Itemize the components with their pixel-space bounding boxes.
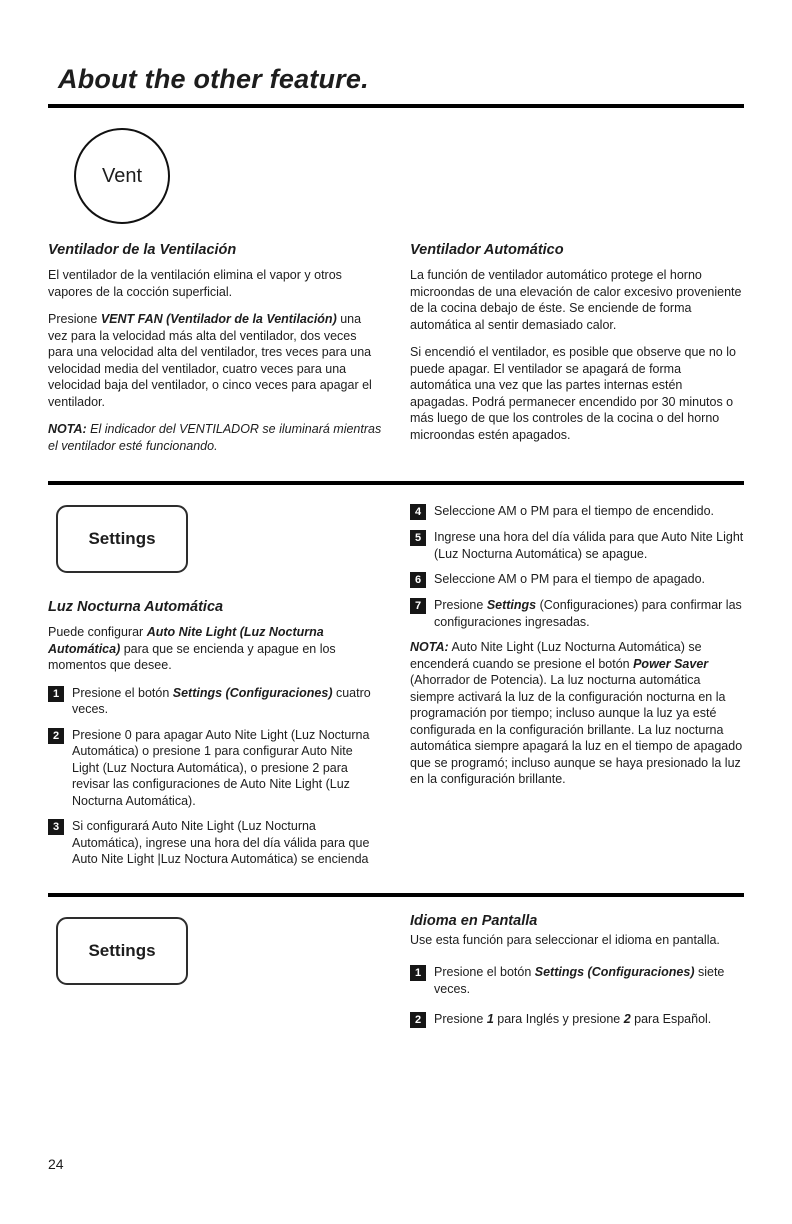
step-item-4: [410, 503, 744, 520]
settings-button-illustration-1: [56, 505, 188, 573]
language-left-column: [48, 913, 382, 1038]
step-text: Seleccione AM o PM para el tiempo de apagado.: [434, 572, 706, 586]
step-number: 2: [48, 728, 64, 744]
section-ventilation: [48, 242, 744, 465]
step-number: 5: [410, 530, 426, 546]
step-number: 4: [410, 504, 426, 520]
step-item-5: [410, 529, 744, 562]
settings-button-label: Settings: [88, 529, 156, 548]
vent-paragraph-2: Presione VENT FAN (Ventilador de la Ventilación) una vez para la velocidad más alta del ventilador, dos veces para una velocidad alta del ventilador, tres veces para una velocidad media del ventilador, cuatro veces para una velocidad baja del ventilador, o cinco veces para apagar el ventilador.: [48, 312, 372, 409]
language-intro: Use esta función para seleccionar el idioma en pantalla.: [410, 932, 720, 947]
nite-light-right-column: [410, 501, 744, 877]
auto-vent-paragraph-1: La función de ventilador automático protege el horno microondas de una elevación de calor excesivo proveniente de la cocina debajo de éste. Se enciende de forma automática al sentir demasiado calor.: [410, 268, 742, 332]
step-number: 6: [410, 572, 426, 588]
step-text: Presione 1 para Inglés y presione 2 para Español.: [434, 1012, 712, 1026]
ventilation-left-column: [48, 242, 382, 465]
step-item-lang-1: [410, 964, 744, 997]
step-item-lang-2: [410, 1011, 744, 1028]
settings-button-label: Settings: [88, 940, 156, 960]
step-item-2: [48, 727, 382, 810]
ventilation-right-column: [410, 242, 744, 465]
step-item-6: [410, 571, 744, 588]
section-divider-2: [48, 893, 744, 897]
step-item-3: [48, 818, 382, 868]
vent-nota: NOTA: El indicador del VENTILADOR se iluminará mientras el ventilador esté funcionando.: [48, 422, 382, 453]
section-language: [48, 913, 744, 1038]
language-right-column: [410, 913, 744, 1038]
section-divider-1: [48, 481, 744, 485]
step-number: 1: [410, 965, 426, 981]
step-number: 3: [48, 819, 64, 835]
step-item-7: [410, 597, 744, 630]
step-text: Seleccione AM o PM para el tiempo de encendido.: [434, 504, 715, 518]
step-text: Presione el botón Settings (Configuraciones) cuatro veces.: [72, 685, 371, 716]
step-text: Si configurará Auto Nite Light (Luz Nocturna Automática), ingrese una hora del día válida para que Auto Nite Light |Luz Noctura Automática) se encienda: [72, 819, 370, 866]
heading-ventilador-automatico: Ventilador Automático: [410, 242, 564, 258]
step-number: 1: [48, 686, 64, 702]
step-text: Presione el botón Settings (Configuraciones) siete veces.: [434, 965, 725, 996]
section-nite-light: [48, 501, 744, 877]
step-number: 2: [410, 1012, 426, 1028]
step-number: 7: [410, 598, 426, 614]
settings-button-illustration-2: [56, 917, 188, 985]
step-text: Ingrese una hora del día válida para que Auto Nite Light (Luz Nocturna Automática) se apague.: [434, 530, 744, 561]
nite-light-intro: Puede configurar Auto Nite Light (Luz Nocturna Automática) para que se encienda y apague en los momentos que desee.: [48, 625, 336, 672]
heading-idioma-pantalla: Idioma en Pantalla: [410, 912, 538, 929]
nite-light-nota: NOTA: Auto Nite Light (Luz Nocturna Automática) se encenderá cuando se presione el botón Power Saver (Ahorrador de Potencia). La luz nocturna automática siempre activará la luz de la configuración nocturna en la programación por tiempo; incluso aunque la luz ya esté configurada en la configuración brillante. La luz nocturna automática siempre apagará la luz en el tiempo de apagado que se programó; incluso aunque se haya presionado la luz en la configuración brillante.: [410, 640, 743, 786]
vent-button-label: Vent: [101, 164, 143, 187]
vent-paragraph-1: El ventilador de la ventilación elimina el vapor y otros vapores de la cocción superficial.: [48, 268, 342, 299]
step-text: Presione Settings (Configuraciones) para confirmar las configuraciones ingresadas.: [434, 598, 742, 629]
step-text: Presione 0 para apagar Auto Nite Light (Luz Nocturna Automática) o presione 1 para configurar Auto Nite Light (Luz Noctura Automática), o presione 2 para revisar las configuraciones de Auto Nite Light (Luz Nocturna Automática).: [72, 727, 370, 808]
heading-ventilador-ventilacion: Ventilador de la Ventilación: [48, 242, 237, 258]
vent-button-illustration: [74, 128, 170, 224]
page-number: 24: [48, 1156, 64, 1172]
auto-vent-paragraph-2: Si encendió el ventilador, es posible que observe que no lo puede apagar. El ventilador se apagará de forma automática una vez que las partes internas estén apagadas. Podrá permanecer encendido por 30 minutos o más luego de que los controles de la cocina o del horno microondas estén apagados.: [410, 345, 736, 442]
heading-luz-nocturna: Luz Nocturna Automática: [48, 599, 224, 615]
nite-light-left-column: [48, 501, 382, 877]
step-item-1: [48, 685, 382, 718]
page-title: About the other feature.: [48, 64, 744, 108]
